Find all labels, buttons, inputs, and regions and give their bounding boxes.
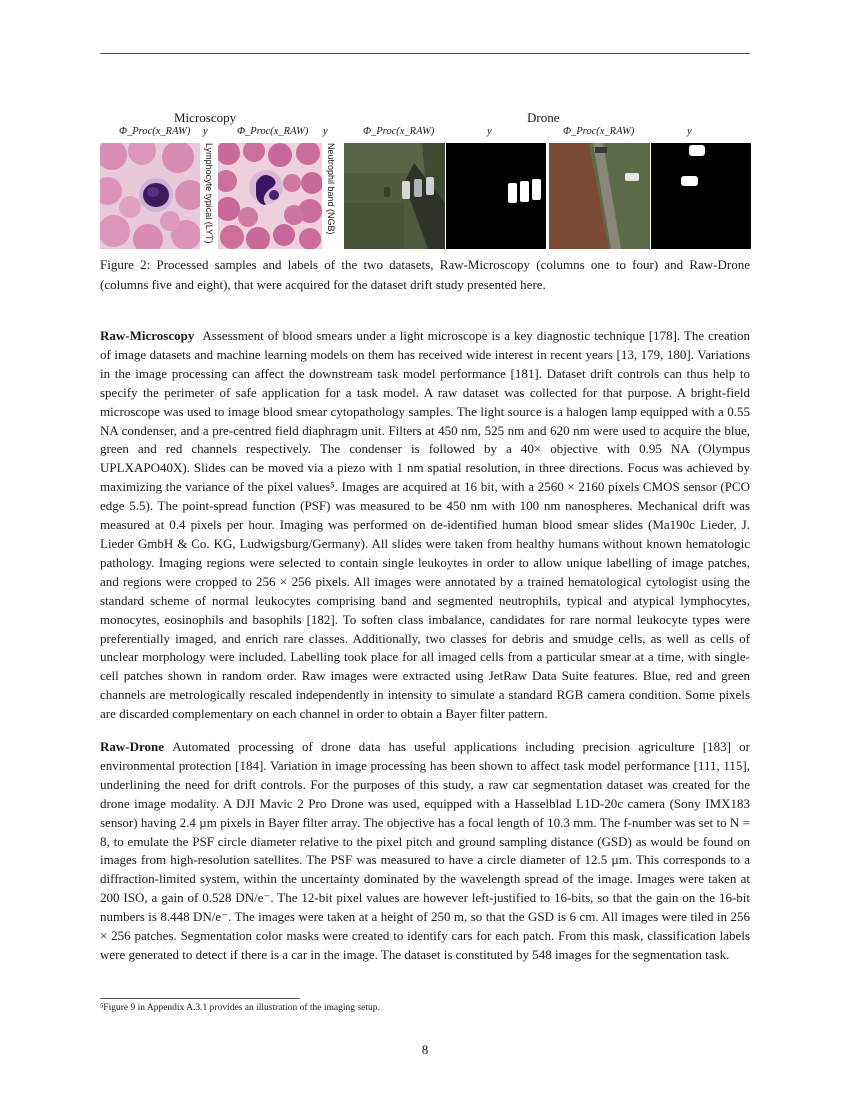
paragraph-raw-drone — [100, 738, 750, 965]
col-label-2: y — [203, 126, 208, 137]
microscopy-image-lymphocyte — [100, 143, 200, 249]
col-label-3: Φ_Proc(x_RAW) — [237, 126, 309, 137]
side-label-lymphocyte: Lymphocyte typical (LYT) — [204, 143, 214, 244]
drone-mask-2 — [651, 143, 751, 249]
footnote-rule — [100, 998, 300, 999]
paragraph-heading: Raw-Microscopy — [100, 328, 195, 343]
paragraph-body: Automated processing of drone data has useful applications including precision agriculture [183] or environmental protection [184]. Variation in image processing has been shown to affect task model performance [111, 115], underlining the need for drift controls. For the purposes of this study, a raw car segmentation dataset was created for the drone image modality. A DJI Mavic 2 Pro Drone was used, equipped with a Hasselblad L1D-20c camera (Sony IMX183 sensor) having 2.4 µm pixels in Bayer filter array. The objective has a focal length of 10.3 mm. The f-number was set to N = 8, to emulate the PSF circle diameter relative to the pixel pitch and ground sampling distance (GSD) as would be found on images from high-resolution satellites. The PSF was measured to have a circle diameter of 12.5 µm. This corresponds to a diffraction-limited system, within the uncertainty dominated by the wavelength spread of the image. Images were taken at 200 ISO, a gain of 0.528 DN/e⁻. The 12-bit pixel values are however left-justified to 16-bits, so that the gain on the 16-bit numbers is 8.448 DN/e⁻. The images were taken at a height of 250 m, so that the GSD is 6 cm. All images were tiled in 256 × 256 patches. Segmentation color masks were created to identify cars for each patch. From this mask, classification labels were generated to detect if there is a car in the image. The dataset is constituted by 548 images for the segmentation task. — [100, 739, 750, 962]
figure-caption: Figure 2: Processed samples and labels of the two datasets, Raw-Microscopy (columns one to four) and Raw-Drone (columns five and eight), that were acquired for the dataset drift study presented here. — [100, 257, 750, 292]
paragraph-heading: Raw-Drone — [100, 739, 165, 754]
group-title-drone: Drone — [527, 110, 560, 125]
page-number: 8 — [421, 1042, 429, 1057]
side-label-neutrophil: Neutrophil band (NGB) — [326, 143, 336, 235]
drone-mask-1 — [446, 143, 546, 249]
col-label-7: Φ_Proc(x_RAW) — [563, 126, 635, 137]
col-label-4: y — [323, 126, 328, 137]
col-label-5: Φ_Proc(x_RAW) — [363, 126, 435, 137]
drone-image-2 — [549, 143, 650, 249]
col-label-6: y — [487, 126, 492, 137]
microscopy-image-neutrophil — [218, 143, 322, 249]
footnote: ⁵Figure 9 in Appendix A.3.1 provides an illustration of the imaging setup. — [100, 1003, 380, 1013]
figure-2 — [97, 110, 757, 250]
col-label-8: y — [687, 126, 692, 137]
header-rule — [100, 53, 750, 54]
paragraph-body: Assessment of blood smears under a light microscope is a key diagnostic technique [178]. The creation of image datasets and machine learning models on them has received wide interest in recent years [13, 179, 180]. Variations in the image processing can affect the downstream task model performance [181]. Dataset drift controls can thus help to specify the perimeter of safe application for a task model. A raw dataset was collected for that purpose. A bright-field microscope was used to image blood smear cytopathology samples. The light source is a halogen lamp equipped with a 0.55 NA condenser, and a pre-centred field diaphragm unit. Filters at 450 nm, 525 nm and 620 nm were used to acquire the blue, green and red channels respectively. The condenser is followed by a 40× objective with 0.95 NA (Olympus UPLXAPO40X). Slides can be moved via a piezo with 1 nm spatial resolution, in three directions. Focus was achieved by maximizing the variance of the pixel values⁵. Images are acquired at 16 bit, with a 2560 × 2160 pixels CMOS sensor (PCO edge 5.5). The point-spread function (PSF) was measured to be 450 nm with 100 nm nanospheres. Mechanical drift was measured at 0.4 pixels per hour. Imaging was performed on de-identified human blood smear slides (Ma190c Lieder, J. Lieder GmbH & Co. KG, Ludwigsburg/Germany). All slides were taken from healthy humans without known hematologic pathology. Imaging regions were selected to contain single leukoytes in order to allow unique labelling of image patches, and regions were cropped to 256 × 256 pixels. All images were annotated by a trained hematological cytologist using the standard scheme of normal leukocytes comprising band and segmented neutrophils, typical and atypical lymphocytes, monocytes, eosinophils and basophils [182]. To soften class imbalance, candidates for rare normal leukocyte types were preferentially imaged, and enrich rare classes. Additionally, two classes for debris and smudge cells, as well as cells of unclear morphology were included. Labelling took place for all imaged cells from a particular smear at a time, with single-cell patches shown in random order. Raw images were extracted using JetRaw Data Suite features. Blue, red and green channels are metrologically rescaled independently in intensity to simulate a standard RGB camera condition. Some pixels are discarded complementary on each channel in order to obtain a Bayer filter pattern. — [100, 328, 751, 722]
paragraph-raw-microscopy — [100, 327, 750, 724]
drone-image-1 — [344, 143, 445, 249]
group-title-microscopy: Microscopy — [174, 110, 237, 125]
col-label-1: Φ_Proc(x_RAW) — [119, 126, 191, 137]
